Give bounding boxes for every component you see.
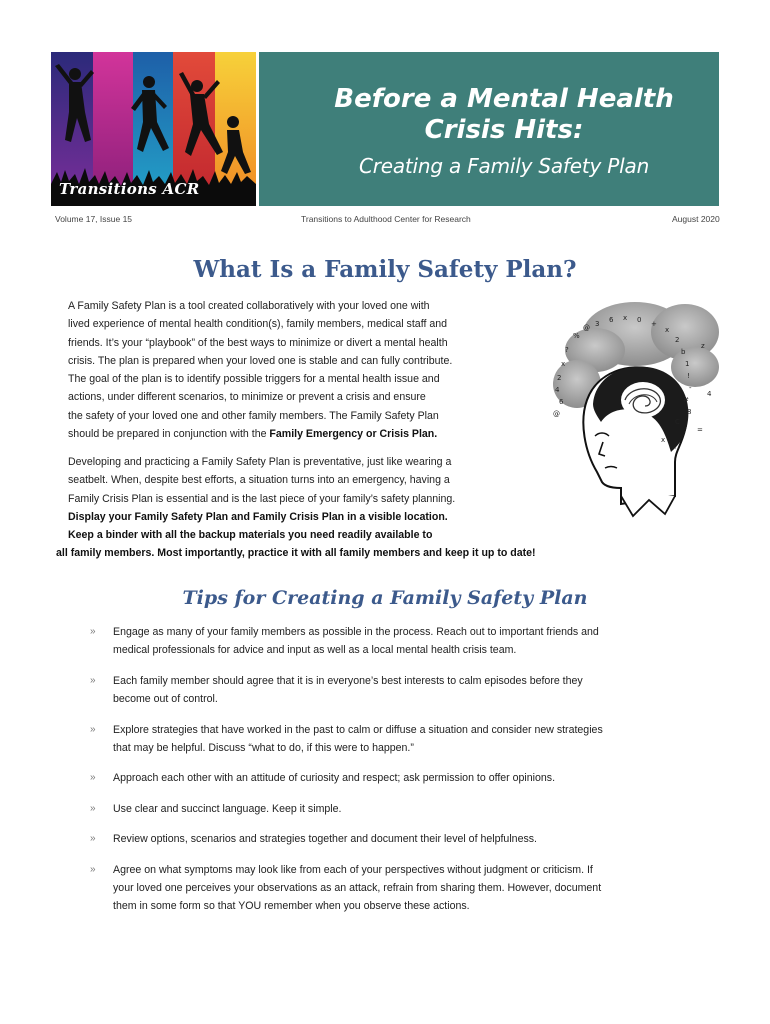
prevention-paragraph (56, 453, 628, 563)
svg-text:1: 1 (685, 360, 690, 368)
tip-text (113, 721, 673, 757)
tip-line: them in some form so that YOU remember when you observe these actions. (113, 900, 470, 912)
bullet-icon: » (90, 724, 96, 735)
issue-date: August 2020 (672, 214, 720, 224)
emphasis-line: all family members. Most importantly, practice it with all family members and keep it up to date! (56, 547, 536, 560)
tip-line: Engage as many of your family members as possible in the process. Reach out to important friends and (113, 626, 599, 638)
logo (51, 52, 256, 206)
svg-text:0: 0 (637, 316, 642, 324)
title-line-2: Crisis Hits: (424, 115, 584, 145)
tip-line: become out of control. (113, 693, 218, 705)
svg-text:x: x (661, 436, 666, 444)
svg-text:@: @ (583, 324, 590, 332)
paragraph-line: the safety of your loved one and other family members. The Family Safety Plan (68, 409, 439, 422)
tip-line: Review options, scenarios and strategies together and document their level of helpfulness. (113, 833, 537, 845)
paragraph-line: friends. It’s your “playbook” of the best ways to minimize or divert a mental health (68, 336, 448, 349)
emphasis-line: Display your Family Safety Plan and Family Crisis Plan in a visible location. (68, 510, 448, 523)
newsletter-title (259, 84, 719, 146)
tip-line: your loved one perceives your observations as an attack, refrain from sharing them. However, document (113, 882, 602, 894)
paragraph-line: A Family Safety Plan is a tool created collaboratively with your loved one with (68, 300, 430, 312)
svg-text:+: + (651, 320, 657, 328)
svg-text:x: x (665, 326, 670, 334)
svg-text:8: 8 (687, 408, 692, 416)
crisis-plan-emphasis: Family Emergency or Crisis Plan. (269, 428, 438, 441)
svg-text:6: 6 (559, 398, 564, 406)
paragraph-line: The goal of the plan is to identify possible triggers for a mental health issue and (68, 373, 440, 386)
paragraph-line: lived experience of mental health condition(s), family members, medical staff and (68, 318, 448, 331)
tip-text (113, 861, 673, 915)
tip-line: Agree on what symptoms may look like from each of your perspectives without judgment or criticism. If (113, 864, 593, 876)
newsletter-subtitle: Creating a Family Safety Plan (358, 154, 650, 178)
svg-text:%: % (573, 332, 580, 340)
svg-text:6: 6 (609, 316, 614, 324)
bullet-icon: » (90, 803, 96, 814)
tip-line: Explore strategies that have worked in the past to calm or diffuse a situation and consider new strategies (113, 724, 603, 736)
svg-text:=: = (697, 426, 703, 434)
svg-text:4: 4 (555, 386, 560, 394)
bullet-icon: » (90, 833, 96, 844)
volume-issue: Volume 17, Issue 15 (55, 214, 133, 224)
svg-text:x: x (623, 314, 628, 322)
bullet-icon: » (90, 626, 96, 637)
paragraph-line: crisis. The plan is prepared when your loved one is stable and can fully contribute. (68, 354, 453, 367)
svg-text:4: 4 (707, 390, 712, 398)
tip-line: medical professionals for advice and input as well as a local mental health crisis team. (113, 644, 517, 656)
svg-text:@: @ (553, 410, 560, 418)
tip-line: Approach each other with an attitude of curiosity and respect; ask permission to offer opinions. (113, 772, 556, 784)
center-name: Transitions to Adulthood Center for Research (301, 214, 471, 224)
paragraph-line: actions, under different scenarios, to minimize or prevent a crisis and ensure (68, 391, 426, 404)
title-banner (259, 52, 719, 206)
logo-text: Transitions ACR (59, 180, 200, 198)
svg-text:2: 2 (557, 374, 562, 382)
paragraph-line: seatbelt. When, despite best efforts, a situation turns into an emergency, having a (68, 474, 450, 487)
tip-text (113, 800, 673, 818)
svg-text:!: ! (687, 372, 690, 380)
svg-text:3: 3 (595, 320, 600, 328)
paragraph-text: should be prepared in conjunction with the (68, 428, 270, 441)
tip-text (113, 769, 673, 787)
tips-title: Tips for Creating a Family Safety Plan (182, 587, 588, 609)
bullet-icon: » (90, 864, 96, 875)
bullet-icon: » (90, 772, 96, 783)
svg-text:#: # (683, 396, 689, 404)
svg-text:C: C (675, 418, 680, 426)
intro-paragraph (68, 297, 498, 443)
tip-text (113, 672, 673, 708)
tip-line: Each family member should agree that it is in everyone’s best interests to calm episodes before they (113, 675, 583, 687)
svg-text:2: 2 (675, 336, 680, 344)
title-line-1: Before a Mental Health (334, 84, 674, 114)
paragraph-line-last (68, 425, 498, 443)
svg-text:x: x (561, 360, 566, 368)
svg-text:^: ^ (671, 446, 677, 454)
svg-text:-: - (689, 384, 692, 392)
paragraph-line: Developing and practicing a Family Safety Plan is preventative, just like wearing a (68, 456, 452, 468)
tip-text (113, 623, 673, 659)
svg-text:b: b (681, 348, 686, 356)
tip-line: that may be helpful. Discuss “what to do, if this were to happen.” (113, 742, 414, 754)
bullet-icon: » (90, 675, 96, 686)
tip-text (113, 830, 673, 848)
svg-text:z: z (701, 342, 705, 350)
paragraph-line: Family Crisis Plan is essential and is the last piece of your family’s safety planning. (68, 492, 456, 505)
section-title: What Is a Family Safety Plan? (193, 256, 577, 283)
tip-line: Use clear and succinct language. Keep it simple. (113, 803, 342, 815)
emphasis-line: Keep a binder with all the backup materials you need readily available to (68, 529, 433, 542)
svg-text:?: ? (565, 346, 569, 354)
